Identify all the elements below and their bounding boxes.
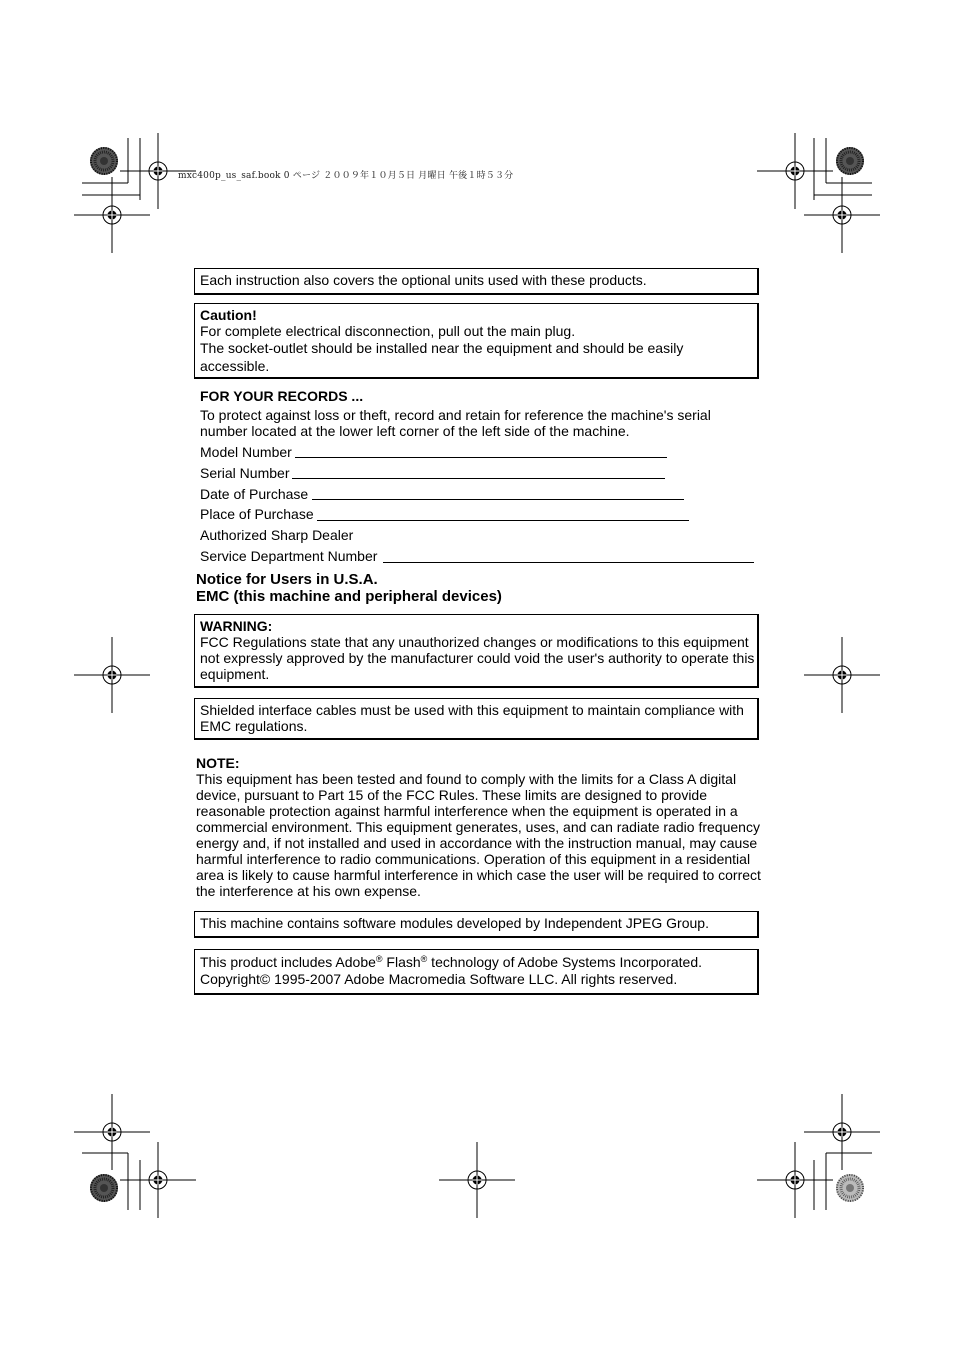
adobe-line-2: Copyright© 1995-2007 Adobe Macromedia Software LLC. All rights reserved.	[200, 971, 678, 987]
flash-registered-mark: ®	[420, 954, 428, 964]
caution-line-2: The socket-outlet should be installed near the equipment and should be easily accessible.	[200, 340, 684, 374]
notice-heading	[196, 571, 502, 605]
adobe-text-part-1: This product includes Adobe	[200, 954, 376, 970]
note-title: NOTE:	[196, 755, 240, 771]
crop-mark-mid-left	[74, 637, 150, 713]
records-section	[200, 388, 760, 439]
caution-title: Caution!	[200, 307, 257, 323]
adobe-text-part-3: technology of Adobe Systems Incorporated.	[427, 954, 703, 970]
jpeg-box	[194, 911, 759, 938]
warning-text: FCC Regulations state that any unauthorized changes or modifications to this equipment not expressly approved by the manufacturer could void the user's authority to operate this equipment.	[200, 634, 755, 682]
field-model-number: Model Number	[200, 444, 292, 460]
adobe-line-1	[200, 954, 752, 971]
crop-mark-top-right	[757, 133, 880, 253]
crop-mark-top-left	[74, 133, 196, 253]
crop-mark-bottom-center	[439, 1142, 515, 1218]
file-header-line: mxc400p_us_saf.book 0 ページ ２００９年１０月５日 月曜日 午後１時５３分	[178, 171, 514, 181]
field-date-of-purchase-line	[312, 499, 684, 500]
field-authorized-dealer: Authorized Sharp Dealer	[200, 527, 354, 543]
field-place-of-purchase: Place of Purchase	[200, 506, 314, 522]
caution-box	[194, 303, 759, 379]
field-serial-number: Serial Number	[200, 465, 290, 481]
note-section	[196, 755, 762, 899]
crop-mark-bottom-left	[74, 1094, 196, 1218]
note-text: This equipment has been tested and found to comply with the limits for a Class A digital device, pursuant to Part 15 of the FCC Rules. These limits are designed to provide reasonable protection against harmful interference when the equipment is operated in a commercial environment. This equipment generates, uses, and can radiate radio frequency energy and, if not installed and used in accordance with the instruction manual, may cause harmful interference to radio communications. Operation of this equipment in a residential area is likely to cause harmful interference in which case the user will be required to correct the interference at his own expense.	[196, 771, 761, 899]
records-paragraph: To protect against loss or theft, record and retain for reference the machine's serial number located at the lower left corner of the left side of the machine.	[200, 407, 711, 439]
field-serial-number-line	[292, 478, 665, 479]
caution-line-1: For complete electrical disconnection, pull out the main plug.	[200, 323, 576, 339]
shielded-cables-box	[194, 698, 759, 740]
notice-line-2: EMC (this machine and peripheral devices)	[196, 588, 502, 605]
shielded-cables-text: Shielded interface cables must be used with this equipment to maintain compliance with EMC regulations.	[200, 702, 744, 734]
notice-line-1: Notice for Users in U.S.A.	[196, 571, 378, 588]
adobe-box	[194, 949, 759, 995]
crop-mark-mid-right	[804, 637, 880, 713]
crop-mark-bottom-right	[757, 1094, 880, 1218]
warning-title: WARNING:	[200, 618, 273, 634]
jpeg-text: This machine contains software modules developed by Independent JPEG Group.	[200, 915, 709, 931]
warning-box	[194, 614, 759, 688]
field-service-department-number-line	[383, 562, 754, 563]
records-title: FOR YOUR RECORDS ...	[200, 388, 364, 404]
field-service-department-number: Service Department Number	[200, 548, 378, 564]
adobe-text-part-2: Flash	[382, 954, 421, 970]
optional-units-box	[194, 268, 759, 295]
optional-units-text: Each instruction also covers the optional units used with these products.	[200, 272, 647, 288]
field-date-of-purchase: Date of Purchase	[200, 486, 309, 502]
adobe-registered-mark: ®	[375, 954, 383, 964]
field-model-number-line	[295, 457, 667, 458]
field-place-of-purchase-line	[317, 520, 689, 521]
